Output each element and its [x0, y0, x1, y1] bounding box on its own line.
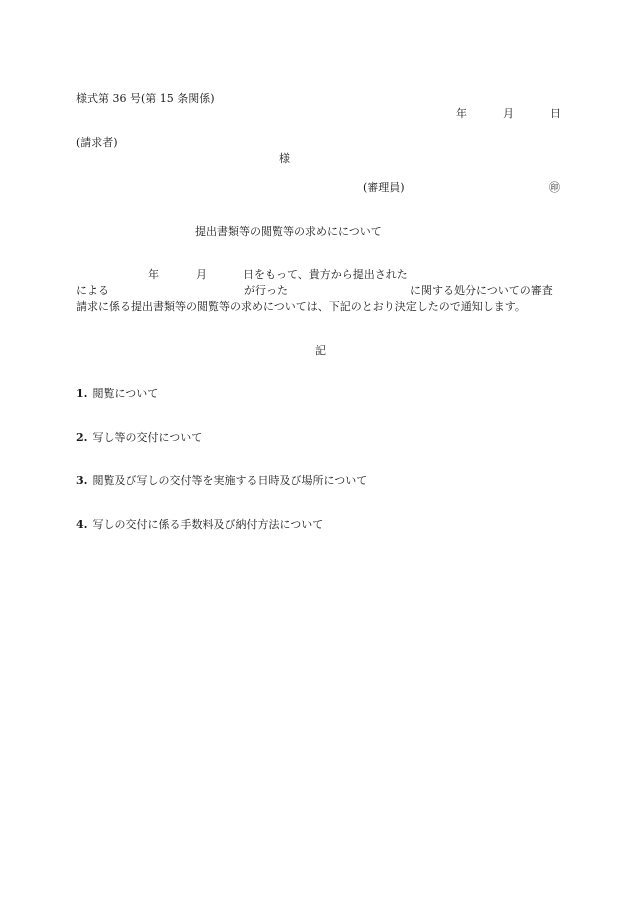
date-day-label: 日 — [550, 107, 561, 120]
item-number: 4. — [76, 518, 88, 531]
item-2 — [76, 432, 202, 443]
seal-mark: ㊞ — [549, 181, 560, 194]
item-3 — [76, 475, 367, 486]
item-number: 3. — [76, 474, 88, 487]
item-text: 閲覧について — [92, 387, 159, 400]
form-number: 様式第 36 号(第 15 条関係) — [76, 92, 215, 105]
item-text: 写しの交付に係る手数料及び納付方法について — [92, 518, 324, 531]
item-number: 1. — [76, 387, 88, 400]
recipient-label: (請求者) — [76, 136, 118, 149]
recipient-honorific: 様 — [279, 152, 290, 165]
sender-label: (審理員) — [363, 181, 405, 194]
date-year-label: 年 — [456, 107, 467, 120]
date-month-label: 月 — [503, 107, 514, 120]
body-line2-start: による — [76, 284, 109, 297]
body-line1-month: 月 — [196, 268, 207, 281]
item-number: 2. — [76, 431, 88, 444]
item-4 — [76, 519, 323, 530]
item-1 — [76, 388, 158, 399]
body-line1-rest: 日をもって、貴方から提出された — [243, 268, 408, 281]
item-text: 閲覧及び写しの交付等を実施する日時及び場所について — [92, 474, 368, 487]
body-line2-middle: が行った — [244, 284, 288, 297]
body-line3: 請求に係る提出書類等の閲覧等の求めについては、下記のとおり決定したので通知します。 — [76, 300, 526, 313]
item-text: 写し等の交付について — [92, 431, 203, 444]
body-line1-year: 年 — [148, 268, 159, 281]
body-line2-end: に関する処分についての審査 — [410, 284, 553, 297]
document-title: 提出書類等の閲覧等の求めにについて — [195, 225, 382, 238]
ki-heading: 記 — [315, 344, 326, 357]
